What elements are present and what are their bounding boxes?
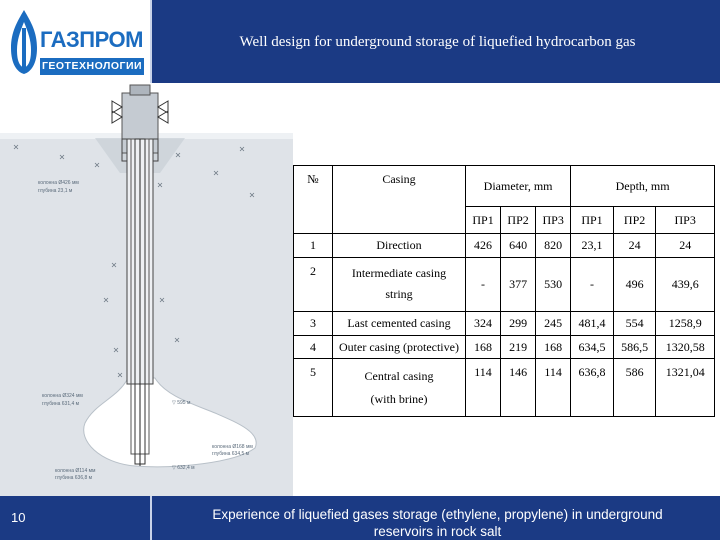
table-cell: 481,4: [571, 312, 614, 336]
table-cell: 554: [613, 312, 656, 336]
casing-label: колонна Ø324 мм: [42, 393, 83, 399]
table-row: [294, 257, 715, 312]
table-cell: 1258,9: [656, 312, 715, 336]
subheader-cell: ПР2: [613, 207, 656, 234]
casing-label: глубина 631,4 м: [42, 401, 80, 407]
casing-name-line: string: [385, 287, 413, 302]
table-cell: -: [571, 257, 614, 312]
table-cell: 299: [501, 312, 536, 336]
table-cell: 168: [536, 335, 571, 359]
table-cell: 219: [501, 335, 536, 359]
table-cell: 586: [613, 359, 656, 417]
casing-name-line: Central casing: [364, 368, 434, 383]
footer-caption: [170, 506, 705, 540]
casing-name-line: (with brine): [370, 391, 428, 406]
casing-name: [333, 359, 466, 417]
table-row: [294, 335, 715, 359]
logo-subtext: ГЕОТЕХНОЛОГИИ: [40, 58, 144, 75]
table-cell: 1320,58: [656, 335, 715, 359]
depth-label: ▽ 632,4 м: [172, 465, 195, 471]
table-cell: 820: [536, 234, 571, 258]
column-header-diameter: Diameter, mm: [466, 166, 571, 207]
subheader-cell: ПР1: [466, 207, 501, 234]
footer-caption-line: reservoirs in rock salt: [373, 524, 502, 539]
casing-name: [333, 257, 466, 312]
table-cell: 24: [656, 234, 715, 258]
table-cell: 23,1: [571, 234, 614, 258]
table-row: [294, 312, 715, 336]
casing-name: Direction: [333, 234, 466, 258]
casing-label: глубина 636,8 м: [55, 475, 93, 481]
casing-label: глубина 634,5 м: [212, 451, 250, 457]
row-number: 4: [294, 335, 333, 359]
table-cell: 324: [466, 312, 501, 336]
well-diagram: [0, 83, 293, 496]
casing-label: глубина 23,1 м: [38, 188, 73, 194]
logo: [0, 0, 152, 83]
casing-label: колонна Ø168 мм: [212, 444, 253, 450]
subheader-cell: ПР3: [656, 207, 715, 234]
page-title: Well design for underground storage of liquefied hydrocarbon gas: [239, 34, 636, 50]
depth-label: ▽ 595 м: [172, 400, 191, 406]
column-header-depth: Depth, mm: [571, 166, 715, 207]
subheader-cell: ПР2: [501, 207, 536, 234]
subheader-cell: ПР1: [571, 207, 614, 234]
row-number: 3: [294, 312, 333, 336]
table-cell: 377: [501, 257, 536, 312]
casing-label: колонна Ø114 мм: [55, 468, 96, 474]
table-cell: 530: [536, 257, 571, 312]
well-design-table: [293, 165, 715, 417]
logo-text: ГАЗПРОМ: [40, 27, 143, 52]
footer-bar: [0, 496, 720, 540]
column-header-casing: Casing: [333, 166, 466, 234]
table-row: [294, 359, 715, 417]
casing-label: колонна Ø426 мм: [38, 180, 79, 186]
row-number: 5: [294, 359, 333, 417]
table-cell: 168: [466, 335, 501, 359]
table-row: [294, 234, 715, 258]
table-cell: 496: [613, 257, 656, 312]
casing-name: Last cemented casing: [333, 312, 466, 336]
table-cell: 24: [613, 234, 656, 258]
table-cell: 114: [536, 359, 571, 417]
header-bar: [0, 0, 720, 83]
table-cell: -: [466, 257, 501, 312]
subheader-cell: ПР3: [536, 207, 571, 234]
table-cell: 146: [501, 359, 536, 417]
casing-name: Outer casing (protective): [333, 335, 466, 359]
table-header-row: [294, 166, 715, 207]
table-cell: 636,8: [571, 359, 614, 417]
table-cell: 634,5: [571, 335, 614, 359]
table-cell: 245: [536, 312, 571, 336]
flame-icon: [7, 8, 41, 76]
table-cell: 426: [466, 234, 501, 258]
casing-name-line: Intermediate casing: [351, 266, 447, 281]
table-cell: 114: [466, 359, 501, 417]
page-number: 10: [0, 496, 152, 540]
row-number: 2: [294, 257, 333, 312]
footer-caption-line: Experience of liquefied gases storage (ethylene, propylene) in underground: [212, 507, 663, 522]
table-cell: 439,6: [656, 257, 715, 312]
table-cell: 640: [501, 234, 536, 258]
column-header-no: №: [294, 166, 333, 234]
table-cell: 1321,04: [656, 359, 715, 417]
row-number: 1: [294, 234, 333, 258]
table-cell: 586,5: [613, 335, 656, 359]
